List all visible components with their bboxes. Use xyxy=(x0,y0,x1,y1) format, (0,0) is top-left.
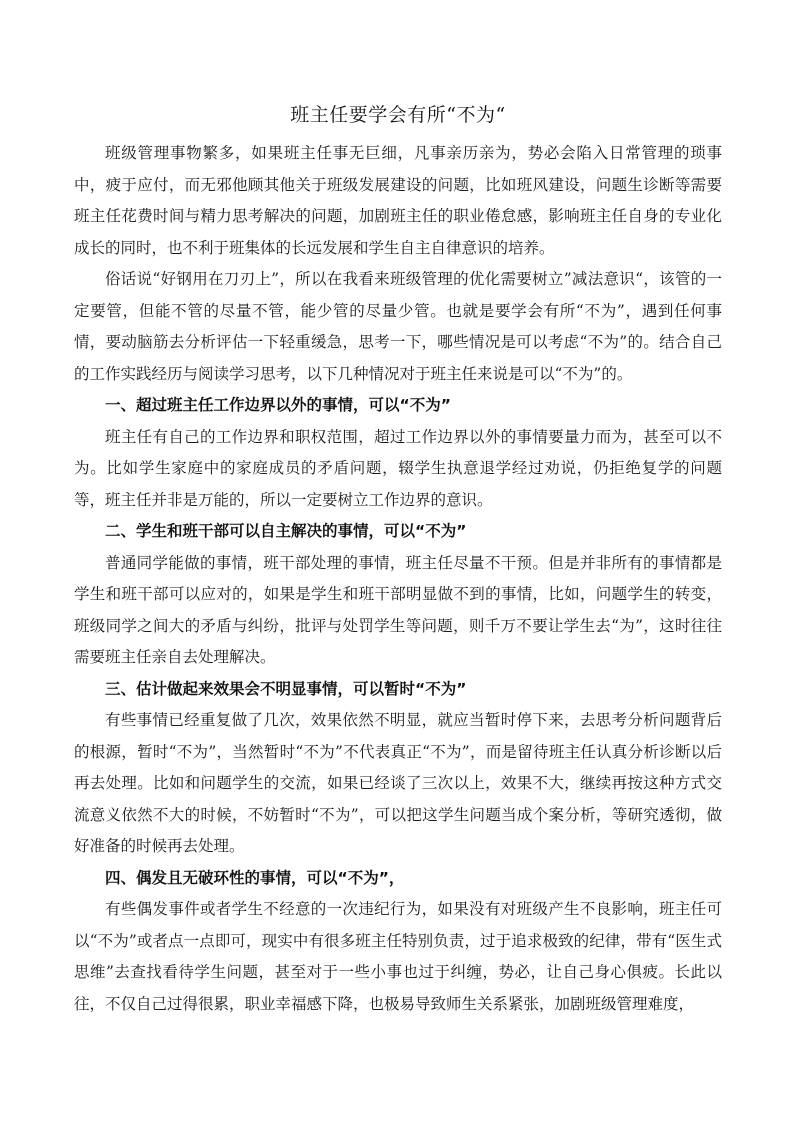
section-heading-3: 三、估计做起来效果会不明显事情，可以暂时“不为” xyxy=(105,679,467,698)
paragraph-section-4: 有些偶发事件或者学生不经意的一次违纪行为，如果没有对班级产生不良影响，班主任可以“不为”或者点一点即可，现实中有很多班主任特别负责，过于追求极致的纪律，带有“医生式思维”去查找看待学生问题，甚至对于一些小事也过于纠缠，势必，让自己身心俱疲。长此以往，不仅自己过得很累，职业幸福感下降，也极易导致师生关系紧张，加剧班级管理难度， xyxy=(74,900,722,1013)
paragraph-section-2: 普通同学能做的事情，班干部处理的事情，班主任尽量不干预。但是并非所有的事情都是学生和班干部可以应对的，如果是学生和班干部明显做不到的事情，比如，问题学生的转变，班级同学之间大的矛盾与纠纷，批评与处罚学生等问题，则千万不要让学生去“为”，这时往往需要班主任亲自去处理解决。 xyxy=(74,553,722,666)
document-title: 班主任要学会有所“不为“ xyxy=(290,104,506,126)
section-heading-1: 一、超过班主任工作边界以外的事情，可以“不为” xyxy=(105,396,451,414)
paragraph-section-1: 班主任有自己的工作边界和职权范围，超过工作边界以外的事情要量力而为，甚至可以不为。比如学生家庭中的家庭成员的矛盾问题，辍学生执意退学经过劝说，仍拒绝复学的问题等，班主任并非是万能的，所以一定要树立工作边界的意识。 xyxy=(74,427,722,509)
paragraph-section-3: 有些事情已经重复做了几次，效果依然不明显，就应当暂时停下来，去思考分析问题背后的根源，暂时“不为”，当然暂时“不为”不代表真正“不为”，而是留待班主任认真分析诊断以后再去处理。比如和问题学生的交流，如果已经谈了三次以上，效果不大，继续再按这种方式交流意义依然不大的时候，不妨暂时“不为”，可以把这学生问题当成个案分析，等研究透彻，做好准备的时候再去处理。 xyxy=(74,711,722,855)
section-heading-4: 四、偶发且无破环性的事情，可以“不为”， xyxy=(105,868,405,887)
document-body xyxy=(74,98,722,1020)
paragraph-subtraction-mindset: 俗话说“好钢用在刀刃上”，所以在我看来班级管理的优化需要树立”减法意识“，该管的一定要管，但能不管的尽量不管，能少管的尽量少管。也就是要学会有所“不为”，遇到任何事情，要动脑筋去分析评估一下轻重缓急，思考一下，哪些情况是可以考虑“不为”的。结合自己的工作实践经历与阅读学习思考，以下几种情况对于班主任来说是可以“不为”的。 xyxy=(74,270,722,383)
paragraph-intro: 班级管理事物繁多，如果班主任事无巨细，凡事亲历亲为，势必会陷入日常管理的琐事中，疲于应付，而无邪他顾其他关于班级发展建设的问题，比如班风建设，问题生诊断等需要班主任花费时间与精力思考解决的问题，加剧班主任的职业倦怠感，影响班主任自身的专业化成长的同时，也不利于班集体的长远发展和学生自主自律意识的培养。 xyxy=(74,144,722,257)
section-heading-2: 二、学生和班干部可以自主解决的事情，可以“不为” xyxy=(105,522,467,540)
